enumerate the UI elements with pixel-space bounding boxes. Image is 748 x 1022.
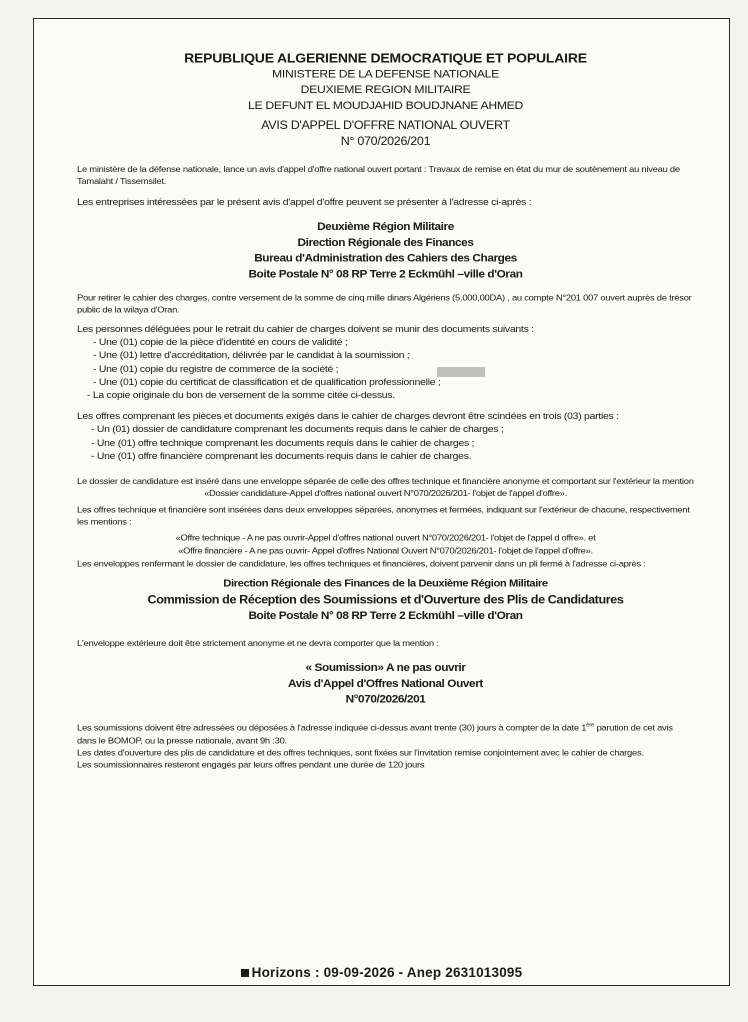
deadline-text-end: parution de cet avis dans le BOMOP, ou la presse nationale, avant 9h :30. bbox=[77, 722, 673, 745]
list-item: - Une (01) copie du certificat de classification et de qualification professionnelle ; bbox=[93, 377, 441, 388]
list-item: - La copie originale du bon de versement de la somme citée ci-dessus. bbox=[87, 390, 395, 401]
list-item: - Une (01) offre financière comprenant les documents requis dans le cahier de charges. bbox=[91, 451, 472, 462]
mention-line: N°070/2026/201 bbox=[345, 692, 426, 706]
dossier-paragraph: Le dossier de candidature est inséré dans une enveloppe séparée de celle des offres technique et financière anonyme et comportant sur l'extérieur la mention bbox=[77, 475, 694, 487]
address2-line: Boite Postale N° 08 RP Terre 2 Eckmühl –ville d'Oran bbox=[248, 609, 523, 623]
list-item: - Une (01) copie du registre de commerce de la société ; bbox=[93, 364, 339, 375]
opening-paragraph: Les dates d'ouverture des plis de candidature et des offres techniques, sont fixées sur l'invitation remise conjointement avec le cahier de charges. bbox=[77, 746, 644, 757]
list-item: - Une (01) offre technique comprenant les documents requis dans le cahier de charges ; bbox=[91, 438, 475, 449]
offers-list bbox=[77, 424, 694, 464]
list-item: - Une (01) copie de la pièce d'identité en cours de validité ; bbox=[93, 337, 348, 348]
address-block-1 bbox=[77, 219, 694, 282]
header-defunt: LE DEFUNT EL MOUDJAHID BOUDJNANE AHMED bbox=[247, 98, 524, 112]
footer-text: Horizons : 09-09-2026 - Anep 2631013095 bbox=[251, 965, 523, 980]
list-item: - Une (01) lettre d'accréditation, délivrée par le candidat à la soumission ; bbox=[93, 350, 410, 362]
deadline-text: Les soumissions doivent être adressées ou déposées à l'adresse indiquée ci-dessus avant trente (30) jours à compter de la date 1 bbox=[77, 722, 587, 733]
financial-quote: «Offre financière - A ne pas ouvrir- Appel d'offres National Ouvert N°070/2026/201- l'objet de l'appel d'offre». bbox=[178, 545, 593, 556]
notice-content bbox=[77, 18, 694, 948]
intro-paragraph: Le ministère de la défense nationale, lance un avis d'appel d'offre national ouvert portant : Travaux de remise en état du mur de soutènement au niveau de Tamalaht / Tissemsilet. bbox=[77, 163, 680, 186]
footer bbox=[33, 965, 730, 980]
mention-line: « Soumission» A ne pas ouvrir bbox=[305, 661, 466, 675]
header-republic: REPUBLIQUE ALGERIENNE DEMOCRATIQUE ET POPULAIRE bbox=[184, 50, 587, 66]
square-bullet-icon bbox=[241, 969, 249, 977]
address2-line: Direction Régionale des Finances de la Deuxième Région Militaire bbox=[223, 578, 548, 590]
scan-smudge bbox=[437, 367, 485, 377]
technical-quote: «Offre technique - A ne pas ouvrir-Appel d'offres national ouvert N°070/2026/201- l'objet de l'appel d offre». et bbox=[175, 532, 596, 543]
dossier-quote: «Dossier candidature-Appel d'offres national ouvert N°070/2026/201- l'objet de l'appel d'offre». bbox=[204, 487, 567, 499]
header-notice-title: AVIS D'APPEL D'OFFRE NATIONAL OUVERT bbox=[261, 118, 510, 132]
address-block-2 bbox=[77, 577, 694, 624]
tech-fin-paragraph: Les offres technique et financière sont insérées dans deux enveloppes séparées, anonymes et fermées, indiquant sur l'extérieur de chacune, respectivement les mentions : bbox=[77, 504, 690, 527]
header-notice-number: N° 070/2026/201 bbox=[340, 134, 431, 148]
envelopes-paragraph: Les enveloppes renfermant le dossier de candidature, les offres techniques et financières, doivent parvenir dans un pli fermé à l'adresse ci-après : bbox=[77, 558, 646, 569]
address1-line: Direction Régionale des Finances bbox=[297, 235, 474, 249]
documents-list bbox=[77, 337, 694, 403]
list-item: - Un (01) dossier de candidature comprenant les documents requis dans le cahier de charges ; bbox=[91, 425, 504, 436]
header-ministry: MINISTERE DE LA DEFENSE NATIONALE bbox=[272, 67, 499, 81]
address2-line: Commission de Réception des Soumissions et d'Ouverture des Plis de Candidatures bbox=[147, 593, 624, 607]
mention-line: Avis d'Appel d'Offres National Ouvert bbox=[288, 676, 483, 690]
engagement-paragraph: Les soumissionnaires resteront engagés par leurs offres pendant une durée de 120 jours bbox=[77, 758, 425, 769]
deadline-superscript: ère bbox=[586, 723, 595, 729]
outer-envelope-paragraph: L'enveloppe extérieure doit être strictement anonyme et ne devra comporter que la mention : bbox=[77, 638, 439, 649]
delegates-paragraph: Les personnes déléguées pour le retrait du cahier de charges doivent se munir des documents suivants : bbox=[77, 324, 534, 335]
offers-intro-paragraph: Les offres comprenant les pièces et documents exigés dans le cahier de charges devront être scindées en trois (03) parties : bbox=[77, 412, 619, 423]
address1-line: Boite Postale N° 08 RP Terre 2 Eckmühl –ville d'Oran bbox=[248, 267, 523, 281]
address1-line: Bureau d'Administration des Cahiers des Charges bbox=[254, 251, 517, 265]
address1-line: Deuxième Région Militaire bbox=[317, 219, 454, 233]
withdrawal-paragraph: Pour retirer le cahier des charges, contre versement de la somme de cinq mille dinars Algériens (5.000,00DA) , au compte N°201 007 ouvert auprès de trésor public de la wilaya d'Oran. bbox=[77, 292, 692, 315]
mention-block bbox=[77, 660, 694, 707]
header-region: DEUXIEME REGION MILITAIRE bbox=[300, 82, 471, 96]
companies-paragraph: Les entreprises intéressées par le présent avis d'appel d'offre peuvent se présenter à l'adresse ci-après : bbox=[77, 197, 532, 208]
deadline-paragraph bbox=[77, 720, 694, 745]
